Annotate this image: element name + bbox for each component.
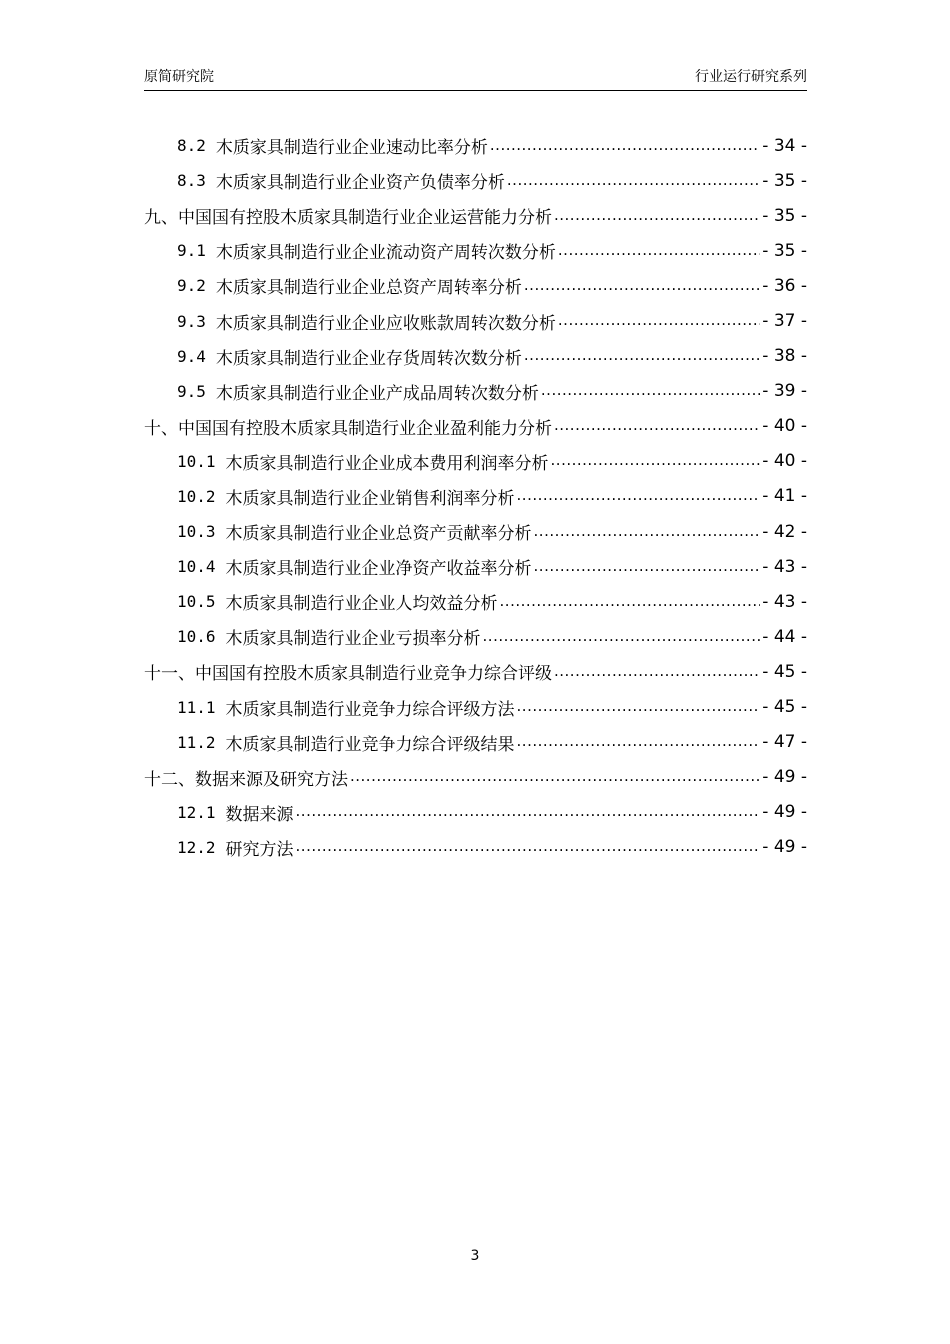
toc-entry-title: 数据来源 [225,804,294,825]
toc-entry[interactable] [144,654,807,689]
toc-entry-page: - 38 - [762,346,807,367]
toc-dot-leader [483,627,761,647]
toc-entry-number: 10.5 [177,592,216,612]
toc-entry-title: 十、中国国有控股木质家具制造行业企业盈利能力分析 [144,418,552,439]
toc-entry-title: 木质家具制造行业企业总资产贡献率分析 [225,524,532,545]
toc-entry[interactable] [144,268,807,303]
toc-entry-title: 木质家具制造行业竞争力综合评级方法 [225,699,515,720]
header-series-title: 行业运行研究系列 [695,69,807,85]
toc-entry-title: 木质家具制造行业企业资产负债率分析 [215,173,505,194]
toc-entry-number: 9.1 [177,241,206,261]
toc-entry[interactable] [144,584,807,619]
toc-entry-number: 9.4 [177,346,206,366]
toc-entry-number: 12.2 [177,837,216,857]
toc-entry-number: 12.1 [177,802,216,822]
toc-entry-number: 8.3 [177,171,206,191]
toc-entry-page: - 36 - [762,275,807,296]
toc-entry-title: 木质家具制造行业企业销售利润率分析 [225,488,515,509]
toc-entry-title: 木质家具制造行业企业应收账款周转次数分析 [215,313,556,334]
toc-entry-page: - 35 - [762,170,807,191]
toc-entry-title: 木质家具制造行业企业产成品周转次数分析 [215,383,539,404]
toc-entry[interactable] [144,339,807,374]
toc-entry-number: 9.3 [177,311,206,331]
toc-dot-leader [350,767,760,787]
toc-entry-number: 10.1 [177,451,216,471]
toc-dot-leader [534,557,761,577]
page-number: 3 [470,1248,480,1264]
toc-entry-page: - 49 - [762,767,807,788]
toc-entry[interactable] [144,549,807,584]
toc-dot-leader [524,346,760,366]
toc-dot-leader [517,732,761,752]
toc-dot-leader [558,311,760,331]
toc-entry[interactable] [144,444,807,479]
toc-dot-leader [541,381,760,401]
toc-entry[interactable] [144,198,807,233]
toc-entry-title: 木质家具制造行业企业亏损率分析 [225,629,481,650]
toc-dot-leader [524,276,760,296]
toc-entry-title: 九、中国国有控股木质家具制造行业企业运营能力分析 [144,208,552,229]
page-header [144,68,807,91]
toc-entry-page: - 37 - [762,311,807,332]
toc-dot-leader [296,802,761,822]
toc-entry[interactable] [144,409,807,444]
toc-entry-page: - 34 - [762,135,807,156]
toc-entry[interactable] [144,619,807,654]
toc-entry[interactable] [144,690,807,725]
toc-entry[interactable] [144,233,807,268]
toc-entry-page: - 43 - [762,556,807,577]
toc-entry-page: - 42 - [762,521,807,542]
toc-entry[interactable] [144,514,807,549]
header-organization: 原简研究院 [144,69,214,85]
toc-entry-number: 10.6 [177,627,216,647]
toc-entry-title: 木质家具制造行业企业净资产收益率分析 [225,559,532,580]
toc-entry-number: 8.2 [177,136,206,156]
toc-entry-page: - 45 - [762,697,807,718]
toc-entry-number: 10.3 [177,522,216,542]
toc-entry-title: 木质家具制造行业竞争力综合评级结果 [225,734,515,755]
toc-dot-leader [554,662,760,682]
toc-entry-page: - 49 - [762,837,807,858]
toc-entry[interactable] [144,760,807,795]
toc-entry-page: - 49 - [762,802,807,823]
toc-entry[interactable] [144,795,807,830]
toc-entry[interactable] [144,479,807,514]
toc-entry[interactable] [144,303,807,338]
toc-entry-number: 10.4 [177,557,216,577]
toc-entry-title: 十二、数据来源及研究方法 [144,769,348,790]
toc-dot-leader [500,592,761,612]
toc-dot-leader [517,486,761,506]
toc-entry-page: - 47 - [762,732,807,753]
toc-entry-page: - 43 - [762,591,807,612]
toc-dot-leader [507,171,760,191]
toc-entry[interactable] [144,163,807,198]
toc-dot-leader [558,241,760,261]
toc-dot-leader [490,136,760,156]
toc-entry-page: - 40 - [762,416,807,437]
toc-entry-page: - 45 - [762,661,807,682]
toc-entry[interactable] [144,725,807,760]
toc-entry-page: - 40 - [762,451,807,472]
toc-dot-leader [554,416,760,436]
toc-entry-page: - 35 - [762,240,807,261]
toc-entry-title: 木质家具制造行业企业存货周转次数分析 [215,348,522,369]
toc-entry-number: 10.2 [177,486,216,506]
toc-entry-number: 11.2 [177,732,216,752]
toc-entry-title: 十一、中国国有控股木质家具制造行业竞争力综合评级 [144,664,552,685]
toc-entry-title: 研究方法 [225,839,294,860]
toc-entry-number: 9.5 [177,381,206,401]
table-of-contents [144,128,807,865]
toc-entry-title: 木质家具制造行业企业总资产周转率分析 [215,278,522,299]
toc-entry-number: 9.2 [177,276,206,296]
toc-dot-leader [517,697,761,717]
toc-entry-number: 11.1 [177,697,216,717]
toc-dot-leader [534,522,761,542]
toc-entry-title: 木质家具制造行业企业流动资产周转次数分析 [215,243,556,264]
toc-entry-title: 木质家具制造行业企业速动比率分析 [215,138,488,159]
toc-entry-page: - 35 - [762,205,807,226]
toc-entry-title: 木质家具制造行业企业成本费用利润率分析 [225,453,549,474]
toc-entry-page: - 41 - [762,486,807,507]
toc-dot-leader [554,206,760,226]
toc-dot-leader [551,451,761,471]
toc-entry[interactable] [144,830,807,865]
toc-entry[interactable] [144,128,807,163]
toc-entry-page: - 39 - [762,381,807,402]
toc-entry-title: 木质家具制造行业企业人均效益分析 [225,594,498,615]
toc-entry-page: - 44 - [762,626,807,647]
toc-entry[interactable] [144,374,807,409]
toc-dot-leader [296,837,761,857]
